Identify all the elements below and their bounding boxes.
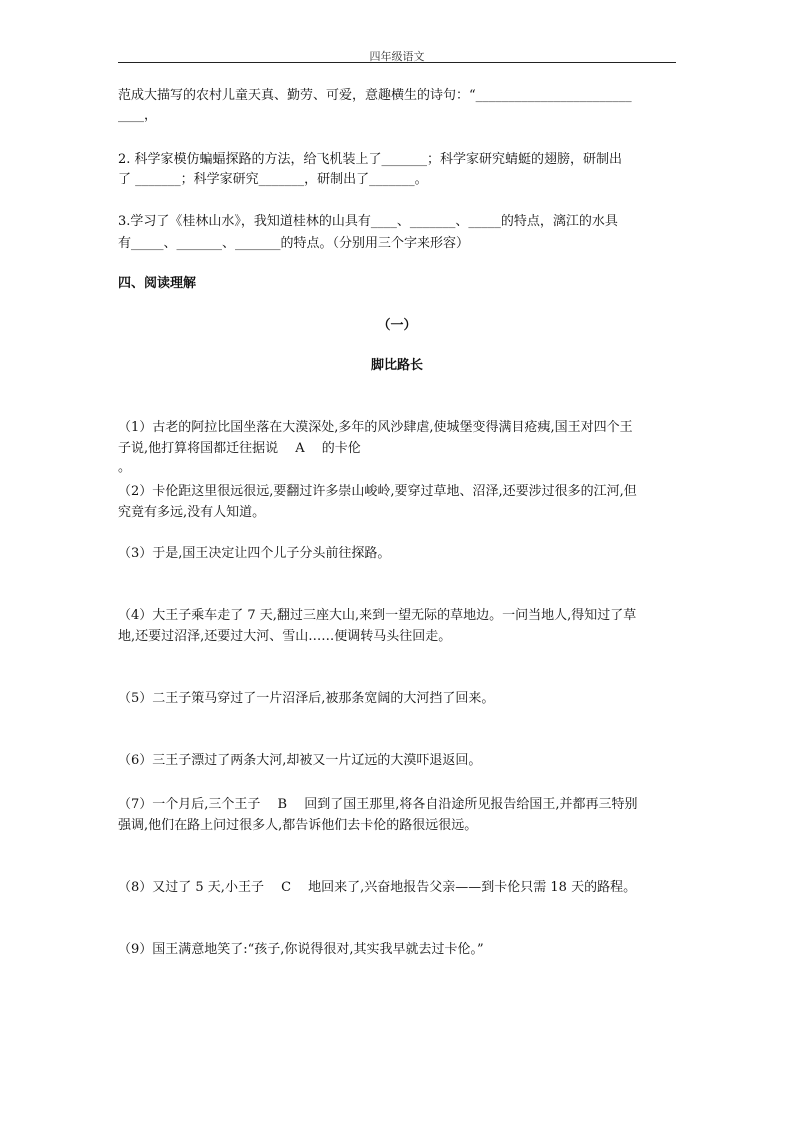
story-paragraph-1-line3: 。	[118, 460, 132, 475]
story-paragraph-4-line2: 地,还要过沼泽,还要过大河、雪山……便调转马头往回走。	[118, 629, 452, 644]
q3-text-line2: 有_____、_______、_______的特点。（分别用三个字来形容）	[118, 236, 470, 251]
story-paragraph-1-line2: 子说,他打算将国都迁往据说 A 的卡伦	[118, 441, 361, 456]
header-divider	[118, 62, 676, 63]
q1-text-line2: ____，	[118, 108, 158, 123]
q1-text-line1: 范成大描写的农村儿童天真、勤劳、可爱，意趣横生的诗句：“________________________	[118, 88, 632, 103]
story-paragraph-6: （6）三王子漂过了两条大河,却被又一片辽远的大漠吓退返回。	[118, 753, 482, 768]
story-title: 脚比路长	[370, 358, 423, 373]
story-paragraph-5: （5）二王子策马穿过了一片沼泽后,被那条宽阔的大河挡了回来。	[118, 691, 495, 706]
page-header-title: 四年级语文	[369, 50, 425, 63]
story-paragraph-2-line1: （2）卡伦距这里很远很远,要翻过许多崇山峻岭,要穿过草地、沼泽,还要涉过很多的江河,但	[118, 484, 637, 499]
story-paragraph-4-line1: （4）大王子乘车走了 7 天,翻过三座大山,来到一望无际的草地边。一问当地人,得知过了草	[118, 608, 637, 623]
story-paragraph-9: （9）国王满意地笑了:“孩子,你说得很对,其实我早就去过卡伦。”	[118, 942, 484, 957]
story-paragraph-1-line1: （1）古老的阿拉比国坐落在大漠深处,多年的风沙肆虐,使城堡变得满目疮痍,国王对四个王	[118, 420, 633, 435]
story-paragraph-3: （3）于是,国王决定让四个儿子分头前往探路。	[118, 546, 391, 561]
story-paragraph-2-line2: 究竟有多远,没有人知道。	[118, 505, 266, 520]
q3-text-line1: 3.学习了《桂林山水》，我知道桂林的山具有____、_______、_____的特点，漓江的水具	[118, 214, 618, 229]
part-label: （一）	[377, 318, 417, 333]
section4-heading: 四、阅读理解	[118, 276, 197, 291]
story-paragraph-8: （8）又过了 5 天,小王子 C 地回来了,兴奋地报告父亲——到卡伦只需 18 天的路程。	[118, 880, 637, 895]
story-paragraph-7-line2: 强调,他们在路上问过很多人,都告诉他们去卡伦的路很远很远。	[118, 818, 478, 833]
story-paragraph-7-line1: （7）一个月后,三个王子 B 回到了国王那里,将各自沿途所见报告给国王,并都再三特别	[118, 797, 638, 812]
q2-text-line1: 2. 科学家模仿蝙蝠探路的方法，给飞机装上了_______；科学家研究蜻蜓的翅膀，研制出	[118, 152, 623, 167]
q2-text-line2: 了 _______；科学家研究_______，研制出了_______。	[118, 172, 428, 187]
